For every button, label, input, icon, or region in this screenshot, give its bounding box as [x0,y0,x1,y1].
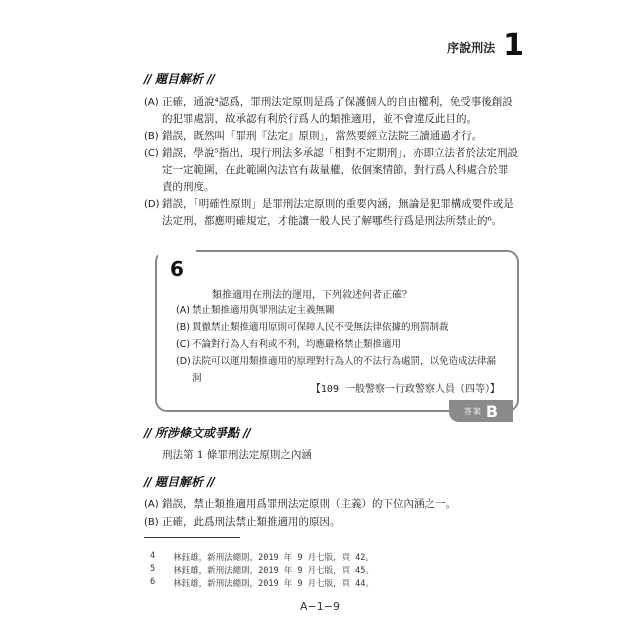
section-heading-label: 題目解析 [154,475,203,489]
question-option [176,302,501,319]
chapter-title: 序說刑法 [447,41,496,55]
question-option [176,336,501,353]
footnote [150,564,374,576]
option-label: (B) [144,517,159,528]
analysis-item [144,145,518,196]
footnote-number: 5 [150,564,156,574]
analysis-text: 正確，此爲刑法禁止類推適用的原因。 [162,516,341,528]
question-option [176,319,501,336]
analysis-text: 正確，通說⁴認爲，罪刑法定原則是爲了保護個人的自由權利，免受事後創設的犯罪處罰，故承認有利於行爲人的類推適用，並不會違反此目的。 [162,96,513,125]
question-number: 6 [158,250,196,288]
article-text: 刑法第 1 條罪刑法定原則之內涵 [162,449,312,461]
page-number: A−1−9 [300,600,340,613]
section-heading-articles: // 所涉條文或爭點 // [144,426,250,440]
section-heading-label: 題目解析 [154,72,203,86]
footnote-text: 林鈺雄，新刑法總則，2019 年 9 月七版，頁 44。 [173,579,374,589]
analysis-text: 錯誤，「明確性原則」是罪刑法定原則的重要內涵，無論是犯罪構成要件或是法定刑，都應明確規定，才能讓一般人民了解哪些行爲是刑法所禁止的⁶。 [162,198,514,227]
answer-label: 答案 [463,406,482,416]
option-label: (C) [144,148,159,159]
option-label: (B) [144,131,159,142]
answer-tab [449,400,513,422]
footnote-text: 林鈺雄，新刑法總則，2019 年 9 月七版，頁 42。 [173,553,374,563]
footnote-text: 林鈺雄，新刑法總則，2019 年 9 月七版，頁 45。 [173,566,374,576]
option-label: (D) [144,199,160,210]
analysis-text: 錯誤，學說⁵指出，現行刑法多承認「相對不定期刑」，亦即立法者於法定刑設定一定範圍，在此範圍內法官有裁量權，依個案情節，對行爲人科處合於罪責的刑度。 [162,147,518,193]
chapter-number: 1 [503,28,524,63]
option-text: 法院可以運用類推適用的原理對行為人的不法行為處罰，以免造成法律漏洞 [192,356,497,384]
option-label: (B) [176,322,190,333]
footnote [150,577,374,589]
option-label: (A) [176,305,190,316]
footnote-divider [144,537,240,538]
footnote-number: 6 [150,577,156,587]
question-stem: 類推適用在刑法的運用，下列敘述何者正確？ [212,290,412,301]
option-text: 禁止類推適用與罪刑法定主義無關 [192,305,335,316]
analysis-item [144,128,518,145]
analysis-text: 錯誤，禁止類推適用爲罪刑法定原則（主義）的下位內涵之一。 [162,498,456,510]
option-text: 不論對行為人有利或不利，均應嚴格禁止類推適用 [192,339,402,350]
option-text: 貫徹禁止類推適用原則可保障人民不受無法律依據的刑罰制裁 [192,322,449,333]
chapter-header [447,28,524,63]
option-label: (D) [176,356,191,367]
analysis-item [144,196,518,230]
analysis-item [144,496,518,513]
answer-value: B [485,401,499,421]
option-label: (A) [144,499,159,510]
footnote [150,551,374,563]
analysis-item [144,514,518,531]
question-source: 【109 一般警察一行政警察人員（四等）】 [310,384,500,395]
analysis-text: 錯誤，既然叫「罪刑『法定』原則」，當然要經立法院三讀通過才行。 [162,130,483,142]
option-label: (C) [176,339,191,350]
section-heading-analysis-2: // 題目解析 // [144,475,214,489]
section-heading-label: 所涉條文或爭點 [154,426,239,440]
analysis-item [144,94,518,128]
section-heading-analysis-1: // 題目解析 // [144,72,214,86]
footnote-number: 4 [150,551,156,561]
option-label: (A) [144,97,159,108]
